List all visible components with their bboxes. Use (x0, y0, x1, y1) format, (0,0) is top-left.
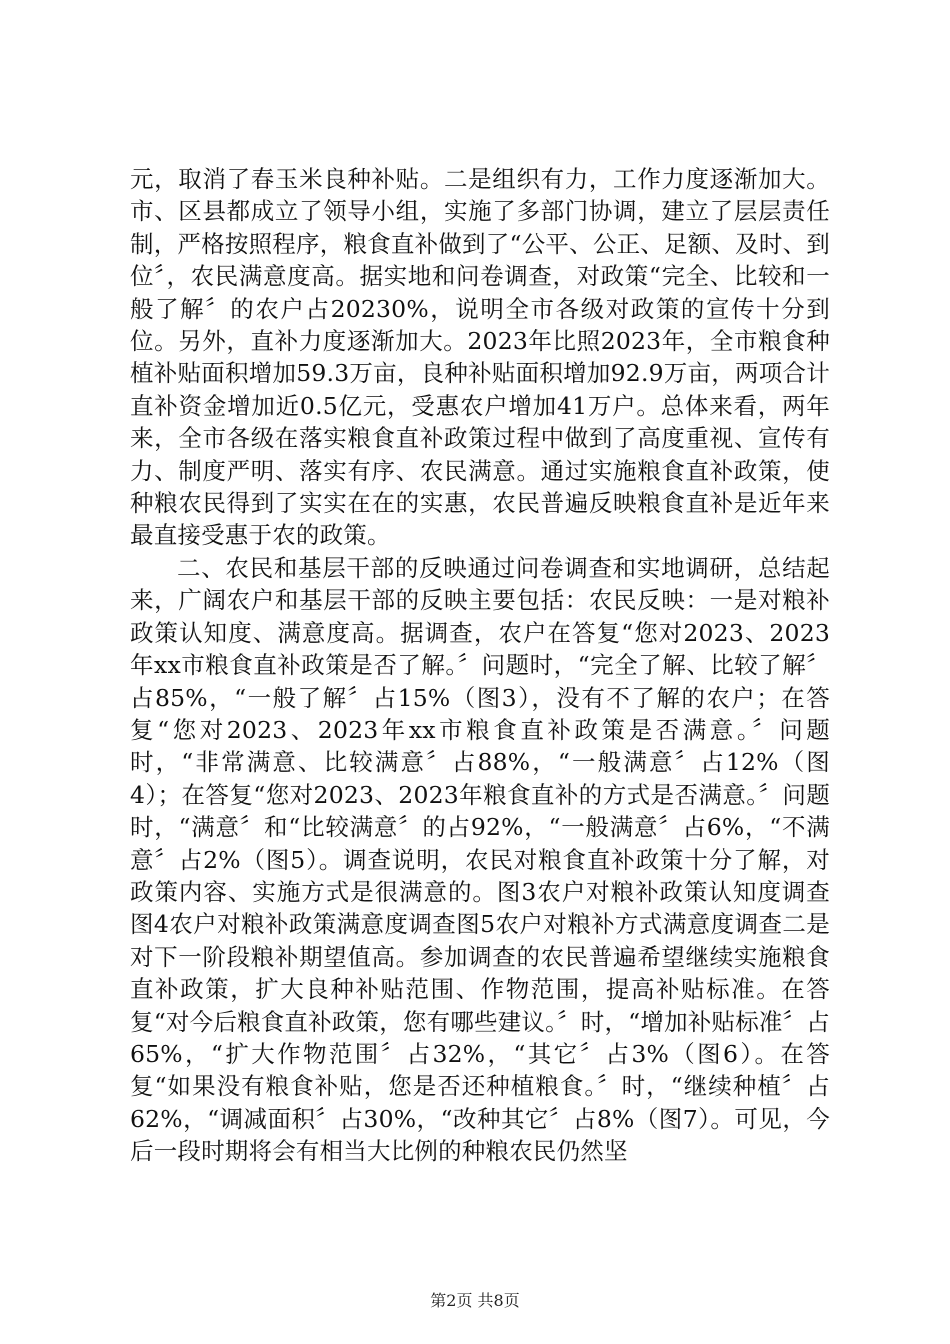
page-number-footer: 第2页 共8页 (430, 1291, 520, 1310)
document-body (130, 163, 830, 1168)
paragraph-continuation: 元，取消了春玉米良种补贴。二是组织有力，工作力度逐渐加大。市、区县都成立了领导小组，实施了多部门协调，建立了层层责任制，严格按照程序，粮食直补做到了“公平、公正、足额、及时、到位〞，农民满意度高。据实地和问卷调查，对政策“完全、比较和一般了解〞的农户占20230%，说明全市各级对政策的宣传十分到位。另外，直补力度逐渐加大。2023年比照2023年，全市粮食种植补贴面积增加59.3万亩，良种补贴面积增加92.9万亩，两项合计直补资金增加近0.5亿元，受惠农户增加41万户。总体来看，两年来，全市各级在落实粮食直补政策过程中做到了高度重视、宣传有力、制度严明、落实有序、农民满意。通过实施粮食直补政策，使种粮农民得到了实实在在的实惠，农民普遍反映粮食直补是近年来最直接受惠于农的政策。 (130, 165, 830, 550)
paragraph-section-two: 二、农民和基层干部的反映通过问卷调查和实地调研，总结起来，广阔农户和基层干部的反映主要包括：农民反映：一是对粮补政策认知度、满意度高。据调查，农户在答复“您对2023、2023年xx市粮食直补政策是否了解。〞问题时，“完全了解、比较了解〞占85%，“一般了解〞占15%（图3），没有不了解的农户；在答复“您对2023、2023年xx市粮食直补政策是否满意。〞问题时，“非常满意、比较满意〞占88%，“一般满意〞占12%（图4）；在答复“您对2023、2023年粮食直补的方式是否满意。〞问题时，“满意〞和“比较满意〞的占92%，“一般满意〞占6%，“不满意〞占2%（图5）。调查说明，农民对粮食直补政策十分了解，对政策内容、实施方式是很满意的。图3农户对粮补政策认知度调查图4农户对粮补政策满意度调查图5农户对粮补方式满意度调查二是对下一阶段粮补期望值高。参加调查的农民普遍希望继续实施粮食直补政策，扩大良种补贴范围、作物范围，提高补贴标准。在答复“对今后粮食直补政策，您有哪些建议。〞时，“增加补贴标准〞占65%，“扩大作物范围〞占32%，“其它〞占3%（图6）。在答复“如果没有粮食补贴，您是否还种植粮食。〞时，“继续种植〞占62%，“调减面积〞占30%，“改种其它〞占8%（图7）。可见，今后一段时期将会有相当大比例的种粮农民仍然坚 (130, 553, 830, 1166)
